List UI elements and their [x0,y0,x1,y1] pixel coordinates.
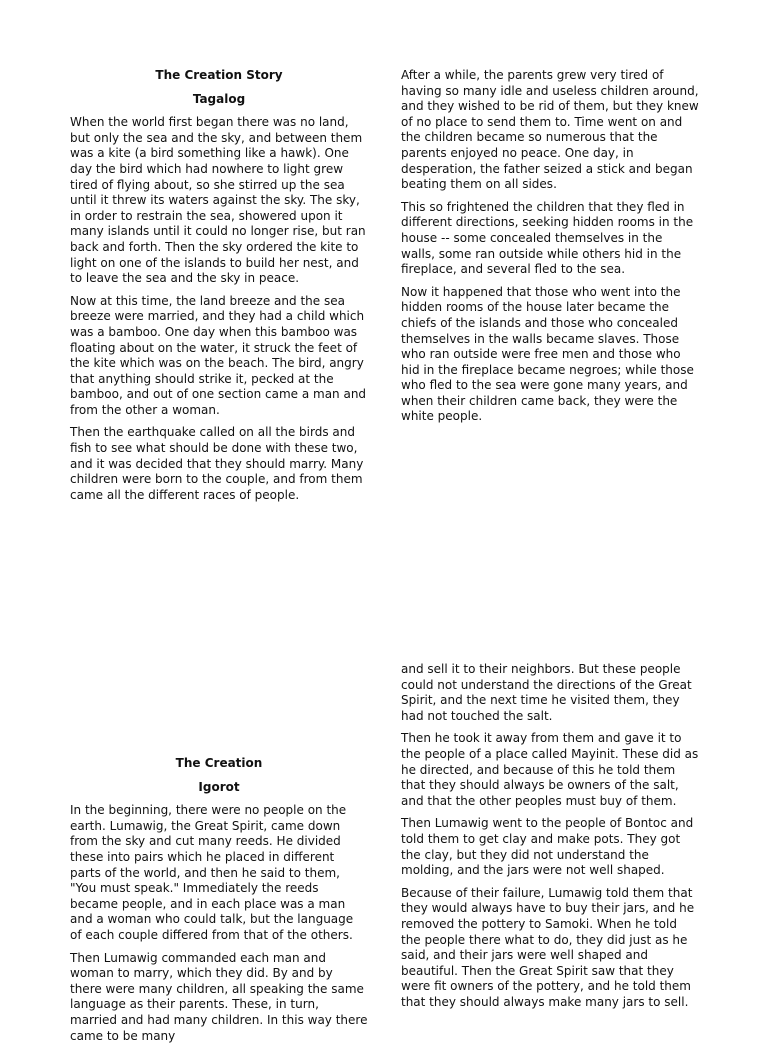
story-subtitle: Igorot [198,779,240,794]
paragraph: In the beginning, there were no people on the earth. Lumawig, the Great Spirit, came down from the sky and cut many reeds. He divided these into pairs which he placed in different parts of the world, and then he said to them, "You must speak." Immediately the reeds became people, and in each place was a man and a woman who could talk, but the language of each couple differed from that of the others. [70,803,354,942]
paragraph: and sell it to their neighbors. But these people could not understand the directions of the Great Spirit, and the next time he visited them, they had not touched the salt. [401,662,692,723]
paragraph: When the world first began there was no land, but only the sea and the sky, and between them was a kite (a bird something like a hawk). One day the bird which had nowhere to light grew tired of flying about, so she stirred up the sea until it threw its waters against the sky. The sky, in order to restrain the sea, showered upon it many islands until it could no longer rise, but ran back and forth. Then the sky ordered the kite to light on one of the islands to build her nest, and to leave the sea and the sky in peace. [70,115,366,286]
igorot-left-column [70,756,368,1051]
paragraph: Now at this time, the land breeze and the sea breeze were married, and they had a child which was a bamboo. One day when this bamboo was floating about on the water, it struck the feet of the kite which was on the beach. The bird, angry that anything should strike it, pecked at the bamboo, and out of one section came a man and from the other a woman. [70,293,367,417]
tagalog-left-column [70,68,368,510]
paragraph: Then Lumawig commanded each man and woman to marry, which they did. By and by there were many children, all speaking the same language as their parents. These, in turn, married and had many children. In this way there came to be many [70,950,368,1043]
paragraph: Then Lumawig went to the people of Bontoc and told them to get clay and make pots. They got the clay, but they did not understand the molding, and the jars were not well shaped. [401,816,694,878]
igorot-right-column [401,662,699,1017]
paragraph: After a while, the parents grew very tired of having so many idle and useless children around, and they wished to be rid of them, but they knew of no place to send them to. Time went on and the children became so numerous that the parents enjoyed no peace. One day, in desperation, the father seized a stick and began beating them on all sides. [401,68,699,192]
paragraph: Then the earthquake called on all the birds and fish to see what should be done with these two, and it was decided that they should marry. Many children were born to the couple, and from them came all the different races of people. [70,425,364,502]
paragraph: Because of their failure, Lumawig told them that they would always have to buy their jars, and he removed the pottery to Samoki. When he told the people there what to do, they did just as he said, and their jars were well shaped and beautiful. Then the Great Spirit saw that they were fit owners of the pottery, and he told them that they should always make many jars to sell. [401,885,695,1009]
story-subtitle: Tagalog [192,91,246,106]
paragraph: Now it happened that those who went into the hidden rooms of the house later became the chiefs of the islands and those who concealed themselves in the walls became slaves. Those who ran outside were free men and those who hid in the fireplace became negroes; while those who fled to the sea were gone many years, and when their children came back, they were the white people. [401,284,694,424]
story-title: The Creation [175,756,263,770]
paragraph: This so frightened the children that they fled in different directions, seeking hidden rooms in the house -- some concealed themselves in the walls, some ran outside while others hid in the fireplace, and several fled to the sea. [401,199,694,277]
paragraph: Then he took it away from them and gave it to the people of a place called Mayinit. These did as he directed, and because of this he told them that they should always be owners of the salt, and that the other peoples must buy of them. [401,731,699,808]
story-title: The Creation Story [155,68,283,82]
tagalog-right-column [401,68,699,432]
